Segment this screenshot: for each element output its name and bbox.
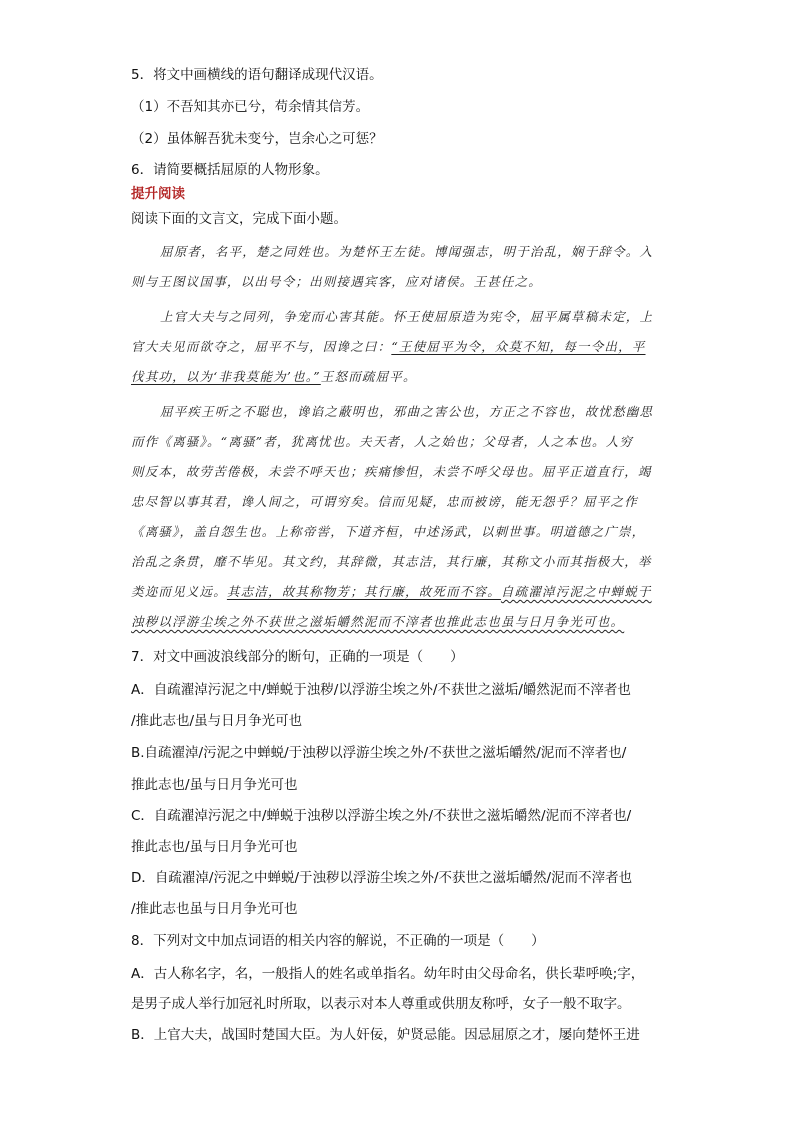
question-8-option-b-line-1: B．上官大夫，战国时楚国大臣。为人奸佞，妒贤忌能。因忌屈原之才，屡向楚怀王进 (131, 1027, 640, 1043)
question-7-option-a-line-1: A．自疏濯淖污泥之中/蝉蜕于浊秽/以浮游尘埃之外/不获世之滋垢/皭然泥而不滓者也 (131, 682, 631, 698)
reading-instruction: 阅读下面的文言文，完成下面小题。 (131, 211, 347, 227)
wavy-underlined-text-end: 浊秽以浮游尘埃之外不获世之滋垢皭然泥而不滓者也推此志也虽与日月争光可也。 (131, 614, 625, 629)
passage-p2-line-2 (131, 338, 646, 356)
passage-p3-line-6: 治乱之条贯，靡不毕见。其文约，其辞微，其志洁，其行廉，其称文小而其指极大，举 (131, 554, 652, 569)
passage-p3-line-5: 《离骚》，盖自怨生也。上称帝喾，下道齐桓，中述汤武，以刺世事。明道德之广崇， (131, 524, 646, 539)
question-5-prompt: 5．将文中画横线的语句翻译成现代汉语。 (131, 67, 383, 83)
passage-p3-line-7-a: 类迩而见义远。 (131, 584, 227, 599)
question-5-item-2: （2）虽体解吾犹未变兮，岂余心之可惩？ (131, 131, 383, 147)
question-8-option-a-line-2: 是男子成人举行加冠礼时所取，以表示对本人尊重或供朋友称呼，女子一般不取字。 (131, 996, 631, 1012)
question-7-option-c-line-2: 推此志也/虽与日月争光可也 (131, 839, 298, 855)
question-8-option-a-line-1: A．古人称名字，名，一般指人的姓名或单指名。幼年时由父母命名，供长辈呼唤;字， (131, 966, 645, 982)
section-title: 提升阅读 (131, 186, 185, 202)
underlined-sentence-1: “王使屈平为令，众莫不知，每一令出，平 (391, 339, 646, 354)
question-7-option-c-line-1: C．自疏濯淖污泥之中/蝉蜕于浊秽以浮游尘埃之外/不获世之滋垢皭然/泥而不滓者也/ (131, 808, 632, 824)
question-6-prompt: 6．请简要概括屈原的人物形象。 (131, 162, 329, 178)
passage-p3-line-3: 则反本，故劳苦倦极，未尝不呼天也；疾痛惨怛，未尝不呼父母也。屈平正道直行，竭 (131, 464, 652, 479)
passage-p3-line-1: 屈平疾王听之不聪也，谗谄之蔽明也，邪曲之害公也，方正之不容也，故忧愁幽思 (160, 404, 654, 419)
passage-p3-line-4: 忠尽智以事其君，谗人间之，可谓穷矣。信而见疑，忠而被谤，能无怨乎？屈平之作 (131, 494, 638, 509)
question-7-option-b-line-1: B.自疏濯淖/污泥之中蝉蜕/于浊秽以浮游尘埃之外/不获世之滋垢皭然/泥而不滓者也/ (131, 745, 627, 761)
passage-p3-line-8 (131, 613, 624, 631)
passage-p1-line-2: 则与王图议国事，以出号令；出则接遇宾客，应对诸侯。王甚任之。 (131, 274, 543, 289)
question-7-option-d-line-1: D．自疏濯淖/污泥之中蝉蜕/于浊秽以浮游尘埃之外/不获世之滋垢皭然/泥而不滓者也 (131, 870, 633, 886)
passage-p1-line-1: 屈原者，名平，楚之同姓也。为楚怀王左徒。博闻强志，明于治乱，娴于辞令。入 (160, 244, 654, 259)
passage-p3-line-2: 而作《离骚》。“离骚”者，犹离忧也。夫天者，人之始也；父母者，人之本也。人穷 (131, 434, 634, 449)
question-8-prompt: 8．下列对文中加点词语的相关内容的解说，不正确的一项是（ ） (131, 933, 545, 949)
passage-p2-line-1: 上官大夫与之同列，争宠而心害其能。怀王使屈原造为宪令，屈平属草稿未定，上 (160, 309, 654, 324)
wavy-underlined-text: 自疏濯淖污泥之中蝉蜕于 (500, 584, 652, 599)
passage-p2-line-2-a: 官大夫见而欲夺之，屈平不与，因谗之曰： (131, 339, 392, 354)
underlined-sentence-2: 其志洁，故其称物芳；其行廉，故死而不容。 (226, 584, 501, 599)
passage-p2-line-3 (131, 368, 417, 386)
question-7-option-d-line-2: /推此志也虽与日月争光可也 (131, 901, 298, 917)
question-5-item-1: （1）不吾知其亦已兮，苟余情其信芳。 (131, 99, 370, 115)
question-7-prompt: 7．对文中画波浪线部分的断句，正确的一项是（ ） (131, 649, 464, 665)
underlined-sentence-1-end: 伐其功，以为‘非我莫能为’也。” (131, 369, 321, 384)
question-7-option-a-line-2: /推此志也/虽与日月争光可也 (131, 713, 303, 729)
passage-p3-line-7 (131, 583, 652, 601)
passage-p2-line-3-b: 王怒而疏屈平。 (320, 369, 417, 384)
question-7-option-b-line-2: 推此志也/虽与日月争光可也 (131, 777, 298, 793)
